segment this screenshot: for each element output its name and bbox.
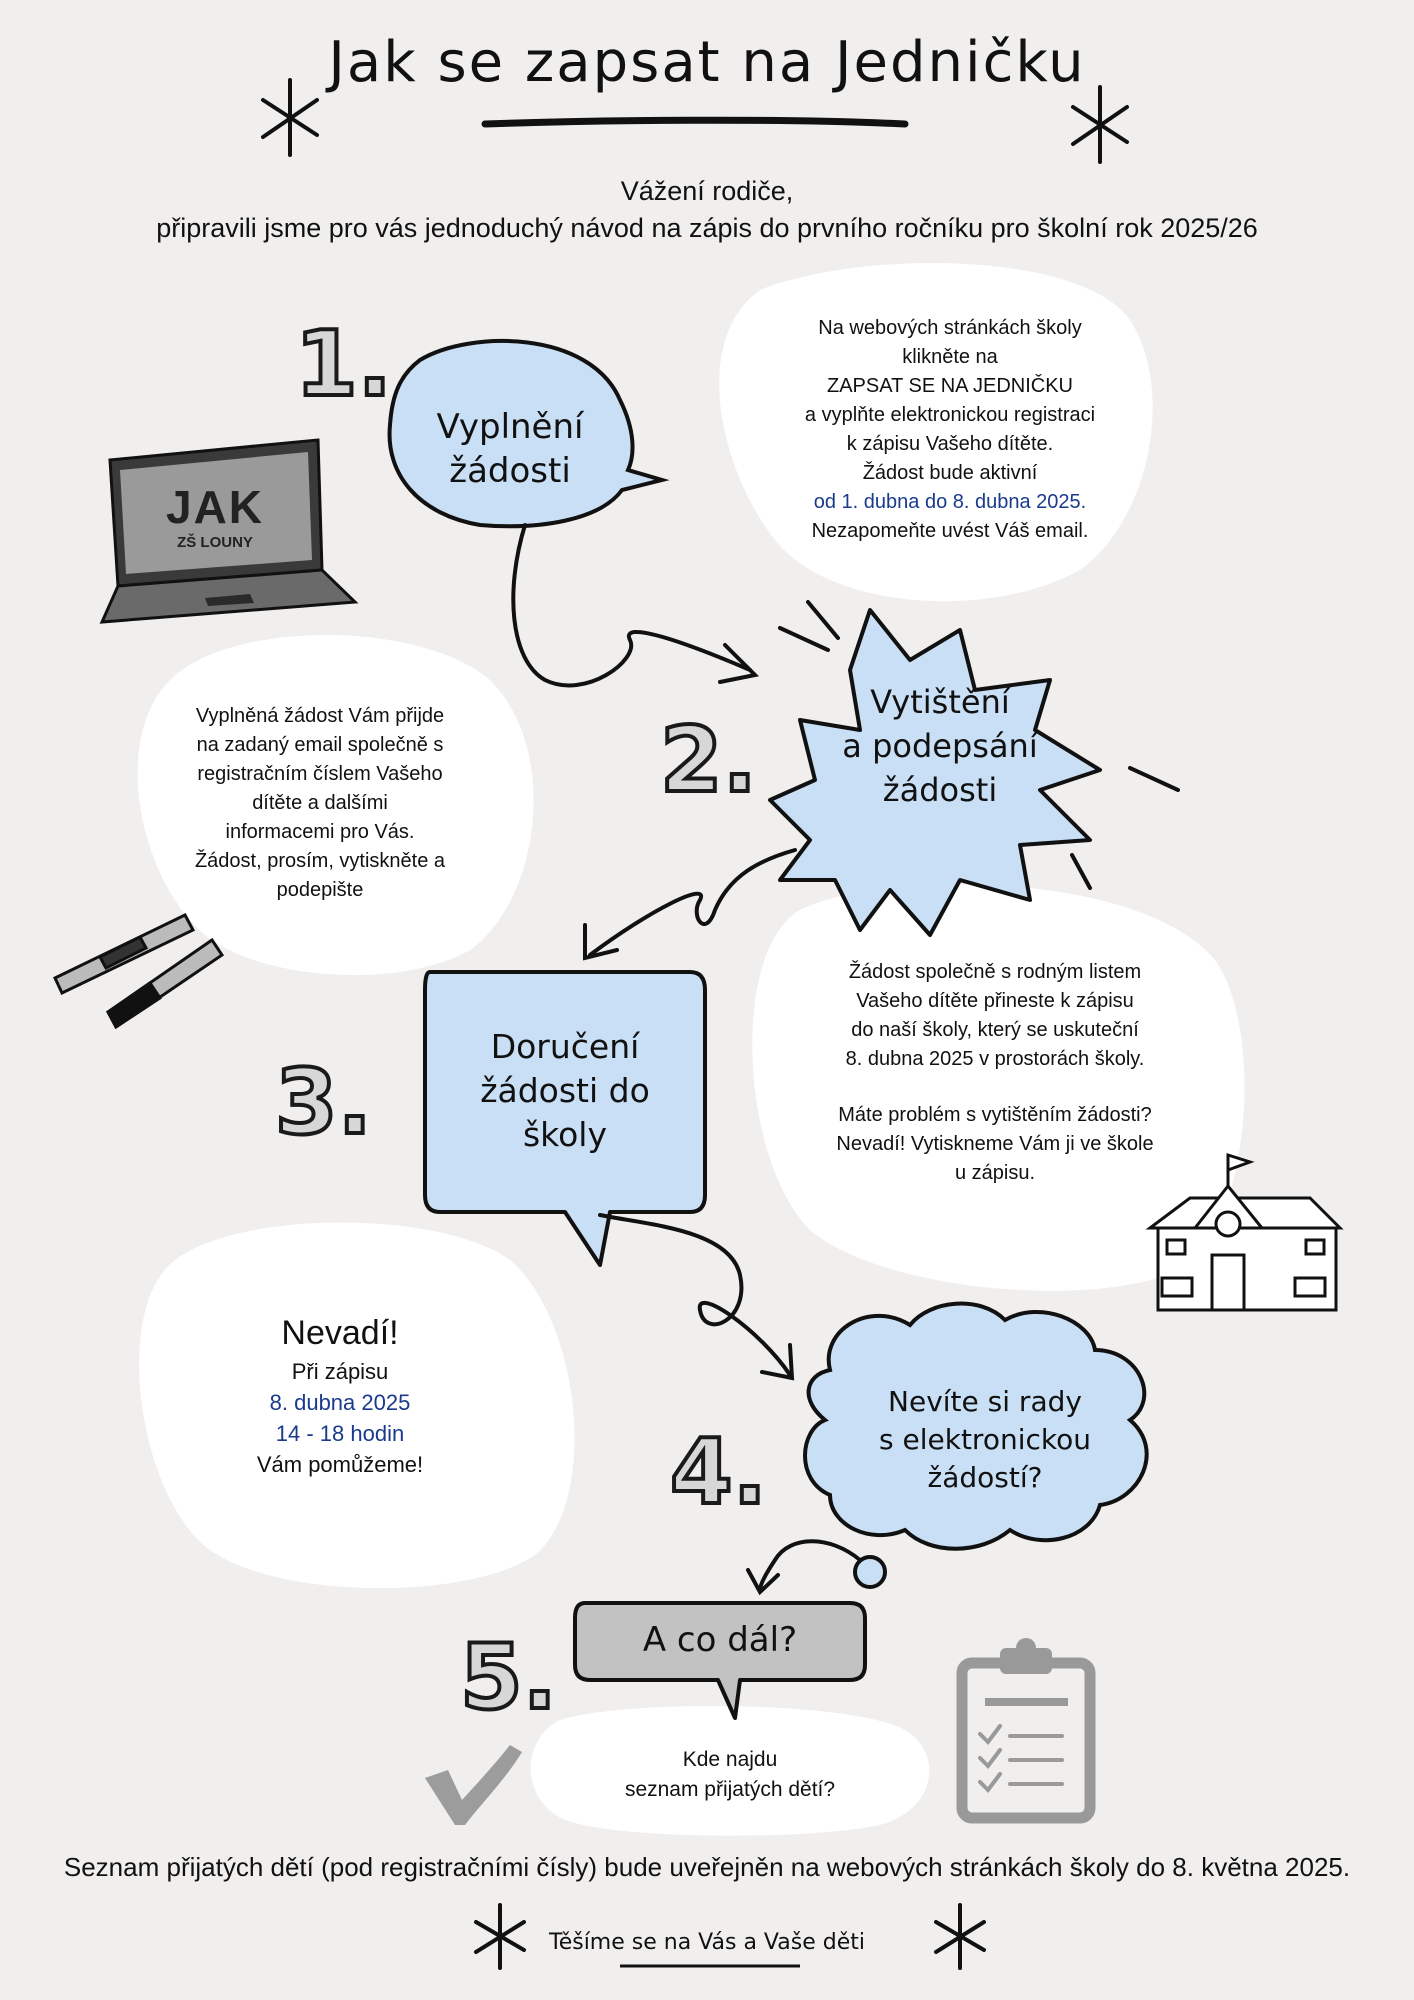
info3-line: do naší školy, který se uskuteční [851,1019,1139,1041]
step2-label-line: žádosti [882,771,998,809]
info5-line: Kde najdu [682,1748,778,1771]
info4-line: Vám pomůžeme! [256,1452,424,1477]
info4-heading: Nevadí! [281,1314,399,1352]
laptop-screen-logo [130,480,300,560]
info-text-5 [560,1745,900,1805]
info4-line: Při zápisu [291,1359,389,1384]
info-text-1 [760,314,1140,546]
step-number-1: 1. [295,312,392,417]
info-text-3 [795,958,1195,1188]
closing-note: Těšíme se na Vás a Vaše děti [549,1930,865,1955]
info3-line: Nevadí! Vytiskneme Vám ji ve škole [836,1133,1154,1155]
info3-line: 8. dubna 2025 v prostorách školy. [845,1048,1145,1070]
info2-line: informacemi pro Vás. [225,821,415,843]
info-text-4 [190,1310,490,1480]
step2-label-line: a podepsání [842,727,1038,765]
footer-note: Seznam přijatých dětí (pod registračními čísly) bude uveřejněn na webových stránkách školy do 8. května 2025. [63,1852,1351,1882]
info3-line: Žádost společně s rodným listem [848,961,1142,983]
info1-line: klikněte na [902,346,998,368]
info1-date-range: od 1. dubna do 8. dubna 2025. [813,491,1087,513]
info5-line: seznam přijatých dětí? [624,1778,836,1801]
info3-line: u zápisu. [954,1162,1036,1184]
step2-label-line: Vytištění [870,683,1010,721]
info4-hours: 14 - 18 hodin [275,1421,405,1446]
page-title: Jak se zapsat na Jedničku [328,30,1086,95]
clipboard-icon [962,1638,1090,1818]
checkmark-icon [425,1745,522,1825]
info3-line: Máte problém s vytištěním žádosti? [838,1104,1152,1126]
step4-label-line: žádostí? [927,1461,1043,1494]
greeting-line-2: připravili jsme pro vás jednoduchý návod na zápis do prvního ročníku pro školní rok 2025/26 [156,213,1258,243]
info2-line: registračním číslem Vašeho [197,763,443,785]
info-text-2 [170,702,470,905]
step3-label-line: žádosti do [480,1071,650,1110]
info1-line: a vyplňte elektronickou registraci [804,404,1096,426]
step3-label-line: Doručení [490,1027,640,1066]
step1-label [420,405,600,493]
step4-label-line: Nevíte si rady [888,1385,1082,1418]
info3-line: Vašeho dítěte přineste k zápisu [856,990,1134,1012]
step-number-5: 5. [460,1625,557,1730]
info1-line: Na webových stránkách školy [818,317,1082,339]
step2-label [820,680,1060,812]
step4-label-line: s elektronickou [879,1423,1091,1456]
info4-date: 8. dubna 2025 [269,1390,411,1415]
pens-illustration [55,915,222,1027]
info1-line: Žádost bude aktivní [862,462,1038,484]
info1-line: k zápisu Vašeho dítěte. [846,433,1054,455]
step-number-4: 4. [670,1420,767,1525]
step3-label [435,1025,695,1157]
info1-line: ZAPSAT SE NA JEDNIČKU [827,375,1073,397]
step4-label [840,1383,1130,1497]
step1-label-line: žádosti [449,451,571,491]
step5-label: A co dál? [642,1620,798,1660]
info2-line: Vyplněná žádost Vám přijde [195,705,445,727]
info1-line: Nezapomeňte uvést Váš email. [811,520,1089,542]
info2-line: podepište [276,879,364,901]
step-number-3: 3. [275,1050,372,1155]
logo-text: JAK [165,481,265,533]
info2-line: na zadaný email společně s [196,734,444,756]
info2-line: dítěte a dalšími [252,792,388,814]
info2-line: Žádost, prosím, vytiskněte a [194,850,446,872]
step3-label-line: školy [522,1115,607,1154]
greeting-line-1: Vážení rodiče, [620,176,794,206]
step-number-2: 2. [660,708,757,813]
step1-label-line: Vyplnění [436,407,584,447]
logo-subtext: ZŠ LOUNY [177,534,253,551]
